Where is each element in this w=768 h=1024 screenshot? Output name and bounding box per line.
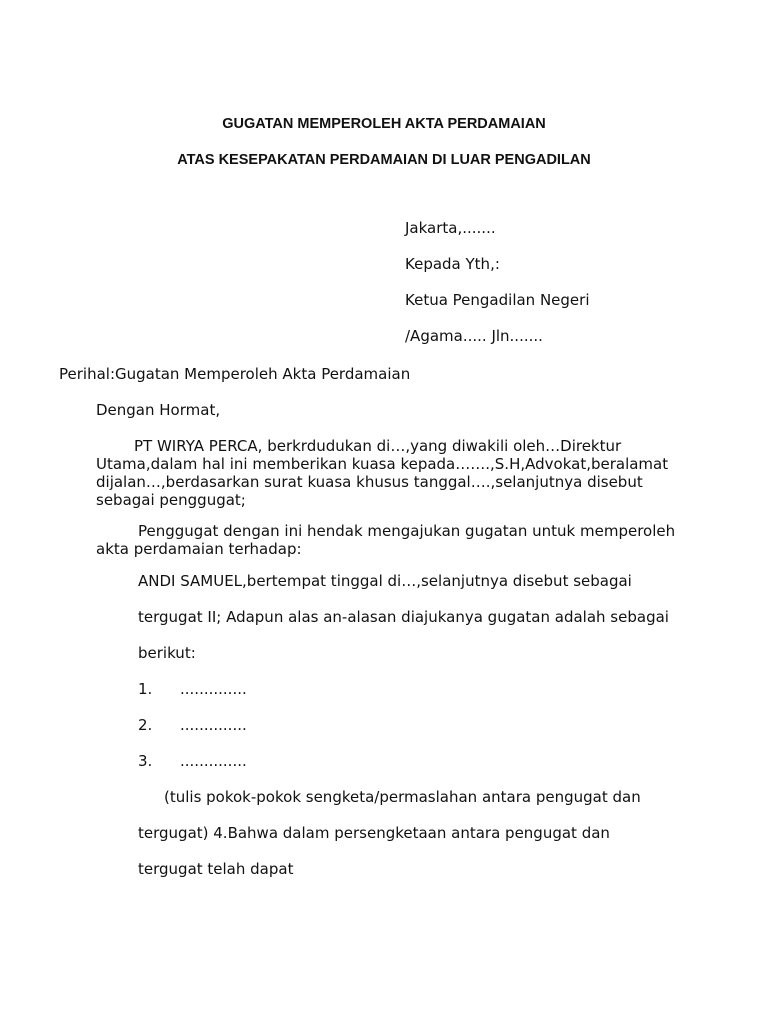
list-item — [138, 680, 247, 698]
subject-line: Perihal:Gugatan Memperoleh Akta Perdamaian — [59, 365, 411, 383]
document-title-line1: GUGATAN MEMPEROLEH AKTA PERDAMAIAN — [222, 116, 546, 132]
paragraph-claim: Penggugat dengan ini hendak mengajukan gugatan untuk memperoleh akta perdamaian terhadap: — [96, 522, 676, 558]
list-text: .............. — [180, 716, 247, 734]
list-number: 3. — [138, 752, 153, 770]
list-number: 2. — [138, 716, 153, 734]
address-to: Kepada Yth,: — [405, 255, 500, 273]
list-item — [138, 752, 247, 770]
greeting: Dengan Hormat, — [96, 401, 221, 419]
defendant-line2: tergugat II; Adapun alas an-alasan diajukanya gugatan adalah sebagai — [138, 608, 669, 626]
defendant-line1: ANDI SAMUEL,bertempat tinggal di…,selanjutnya disebut sebagai — [138, 572, 632, 590]
defendant-line3: berikut: — [138, 644, 196, 662]
document-title-line2: ATAS KESEPAKATAN PERDAMAIAN DI LUAR PENGADILAN — [177, 152, 591, 168]
address-recipient: Ketua Pengadilan Negeri — [405, 291, 590, 309]
paragraph-plaintiff: PT WIRYA PERCA, berkrdudukan di…,yang diwakili oleh…Direktur Utama,dalam hal ini memberikan kuasa kepada…….,S.H,Advokat,beralamat dijalan…,berdasarkan surat kuasa khusus tanggal….,selanjutnya disebut sebagai penggugat; — [96, 437, 669, 509]
address-city: Jakarta,....... — [405, 219, 496, 237]
note-line1: (tulis pokok-pokok sengketa/permaslahan antara pengugat dan — [164, 788, 641, 806]
list-number: 1. — [138, 680, 153, 698]
list-item — [138, 716, 247, 734]
list-text: .............. — [180, 680, 247, 698]
note-line2: tergugat) 4.Bahwa dalam persengketaan antara pengugat dan — [138, 824, 610, 842]
address-court: /Agama..... Jln....... — [405, 327, 543, 345]
note-line3: tergugat telah dapat — [138, 860, 294, 878]
list-text: .............. — [180, 752, 247, 770]
